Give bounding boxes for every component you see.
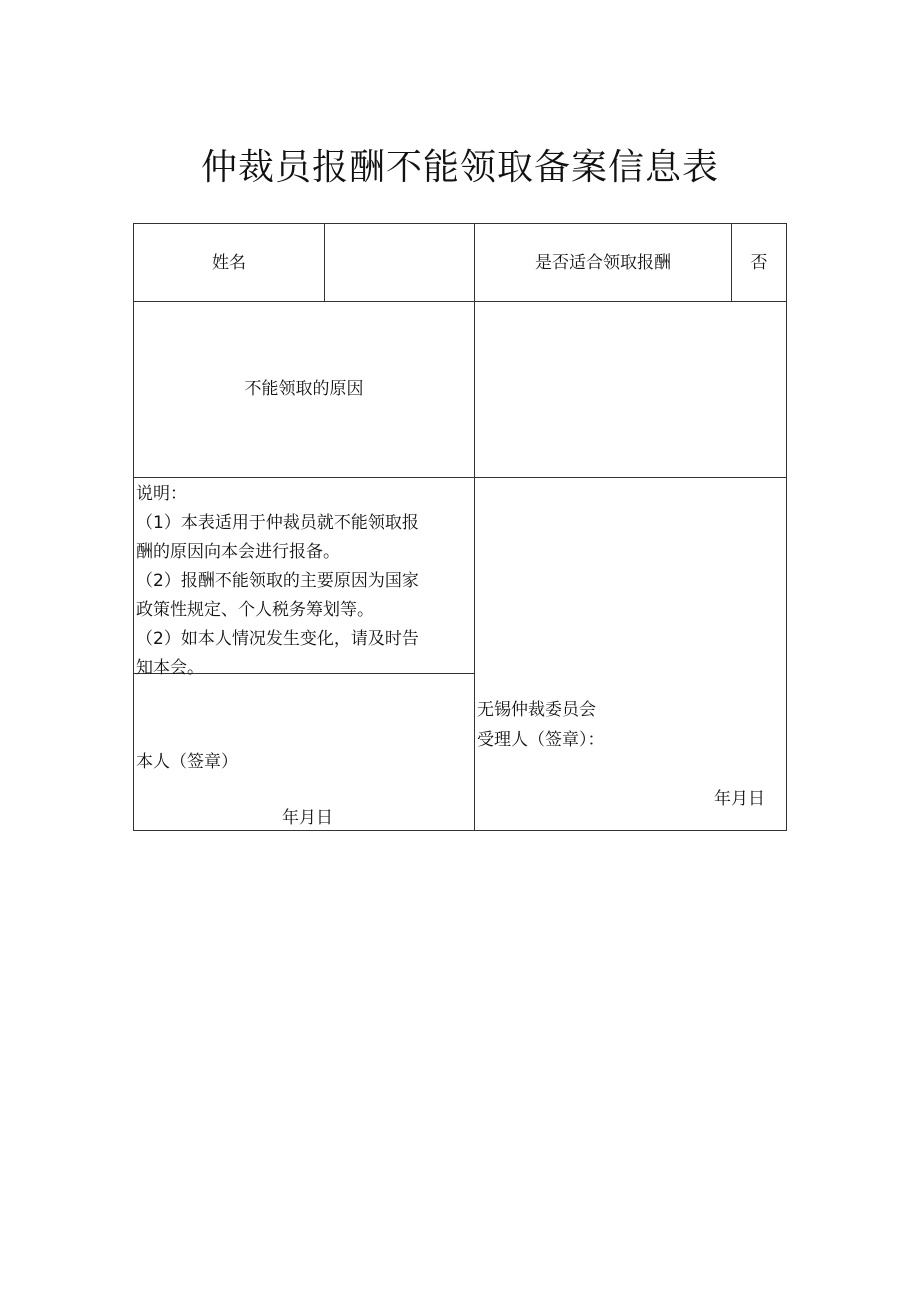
row-divider-2 — [134, 477, 786, 478]
col-divider-main — [474, 224, 475, 830]
applicant-date-label: 年月日 — [282, 808, 333, 828]
reason-label: 不能领取的原因 — [244, 379, 364, 399]
col-divider-name — [324, 224, 325, 301]
applicant-signature-label: 本人（签章） — [136, 752, 238, 772]
note-line: （1）本表适用于仲裁员就不能领取报 — [136, 513, 419, 533]
notes-heading: 说明： — [136, 484, 187, 504]
committee-org-name: 无锡仲裁委员会 — [477, 700, 596, 720]
note-line: （2）如本人情况发生变化，请及时告 — [136, 629, 419, 649]
eligible-label: 是否适合领取报酬 — [535, 253, 671, 273]
name-label: 姓名 — [212, 253, 246, 273]
note-line: 知本会。 — [136, 658, 204, 678]
filing-form-table — [133, 223, 787, 831]
eligible-value: 否 — [750, 253, 768, 273]
page-title: 仲裁员报酬不能领取备案信息表 — [200, 147, 719, 188]
committee-handler-label: 受理人（签章）： — [477, 730, 605, 750]
note-line: （2）报酬不能领取的主要原因为国家 — [136, 571, 419, 591]
note-line: 政策性规定、个人税务筹划等。 — [136, 600, 374, 620]
row-divider-1 — [134, 301, 786, 302]
committee-date-label: 年月日 — [714, 789, 765, 809]
note-line: 酬的原因向本会进行报备。 — [136, 542, 340, 562]
